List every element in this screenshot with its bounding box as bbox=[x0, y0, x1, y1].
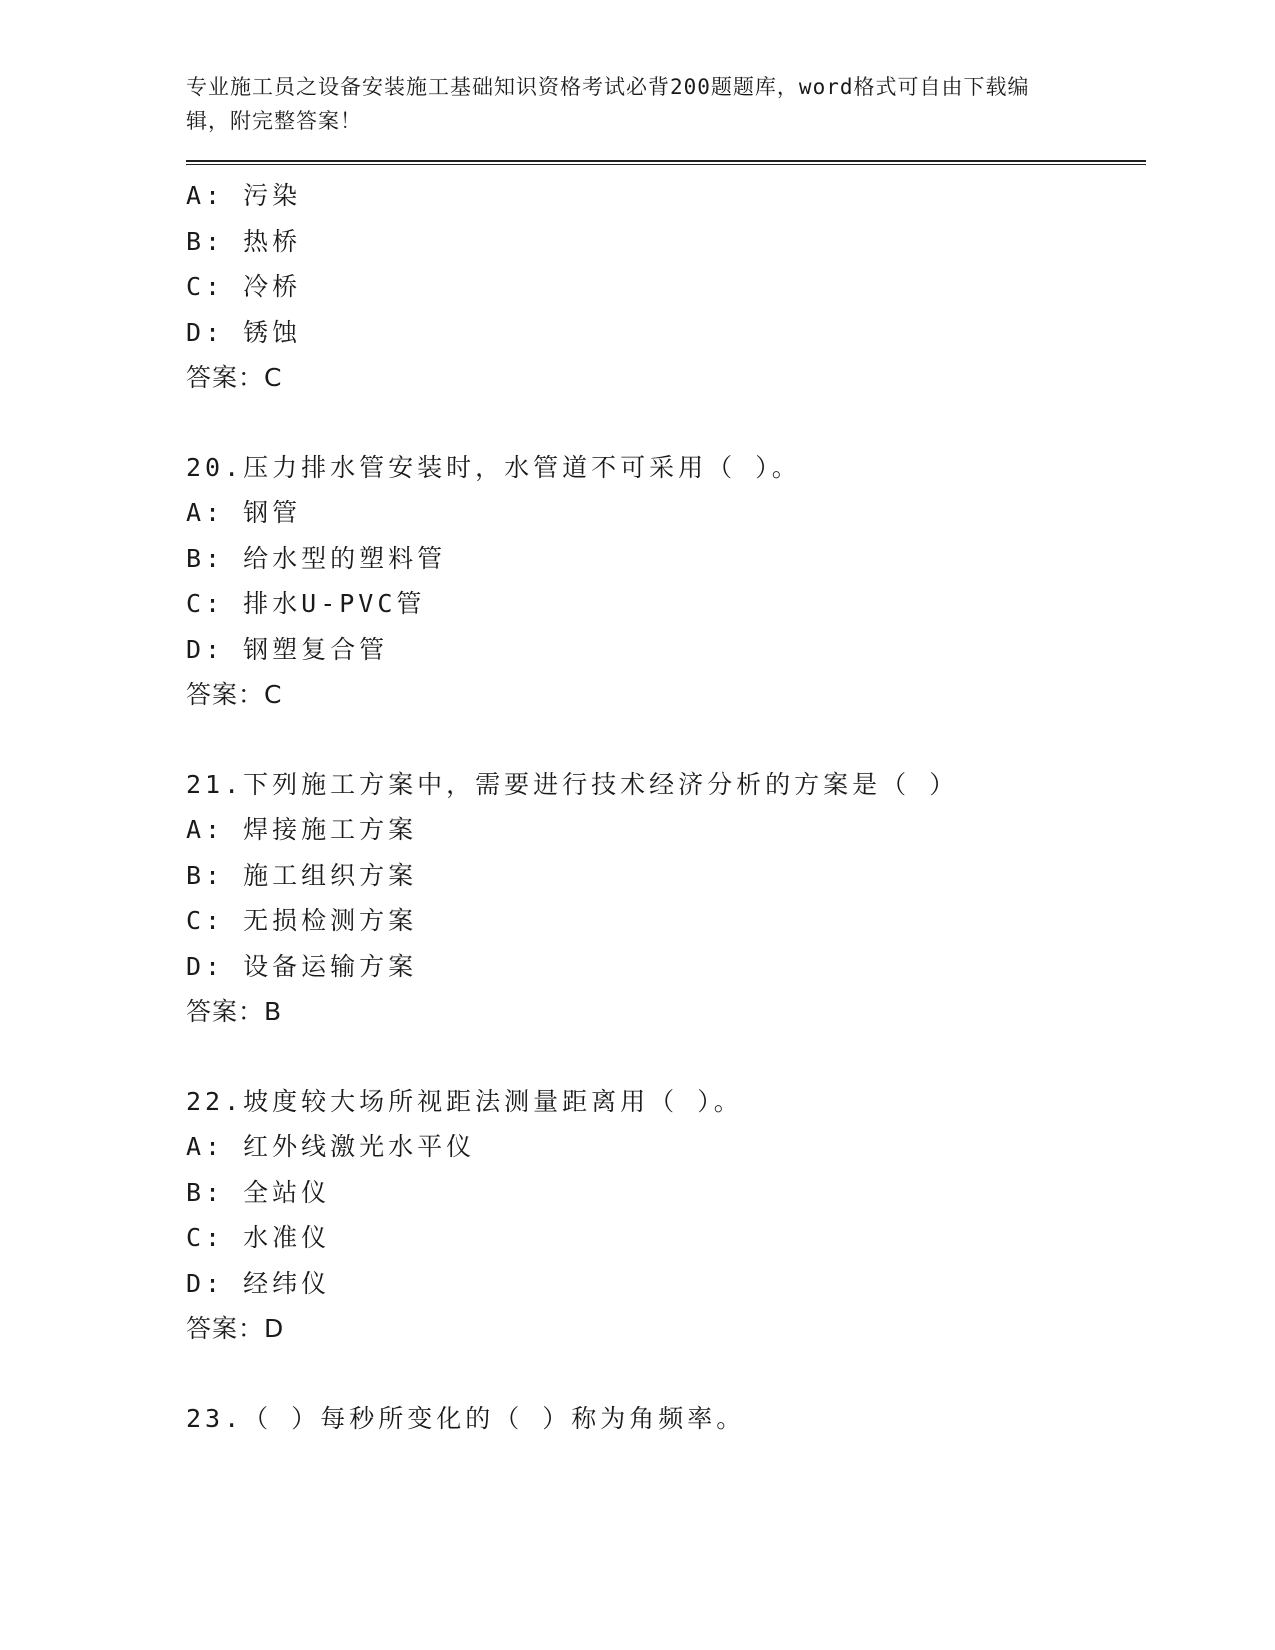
option-b: B: 热桥 bbox=[186, 226, 302, 256]
question-stem: 20.压力排水管安装时，水管道不可采用（ ）。 bbox=[186, 452, 801, 482]
answer-label: 答案：C bbox=[186, 363, 283, 392]
option-d: D: 锈蚀 bbox=[186, 317, 302, 347]
option-c: C: 水准仪 bbox=[186, 1223, 331, 1252]
answer-label: 答案：C bbox=[186, 680, 283, 709]
answer-label: 答案：B bbox=[186, 997, 283, 1026]
option-a: A: 污染 bbox=[186, 181, 302, 210]
option-d: D: 钢塑复合管 bbox=[186, 634, 389, 664]
option-d: D: 设备运输方案 bbox=[186, 951, 418, 981]
document-header: 专业施工员之设备安装施工基础知识资格考试必背200题题库，word格式可自由下载编辑，附完整答案！ bbox=[186, 75, 1030, 133]
option-b: B: 全站仪 bbox=[186, 1177, 331, 1207]
option-b: B: 给水型的塑料管 bbox=[186, 543, 447, 573]
option-d: D: 经纬仪 bbox=[186, 1268, 331, 1298]
header-divider bbox=[186, 160, 1146, 165]
question-21 bbox=[186, 762, 1146, 1035]
answer-label: 答案：D bbox=[186, 1314, 285, 1343]
option-c: C: 排水U-PVC管 bbox=[186, 589, 426, 618]
question-stem: 23.（ ）每秒所变化的（ ）称为角频率。 bbox=[186, 1403, 746, 1433]
option-a: A: 焊接施工方案 bbox=[186, 815, 418, 844]
option-c: C: 冷桥 bbox=[186, 272, 302, 301]
option-a: A: 红外线激光水平仪 bbox=[186, 1132, 476, 1161]
option-c: C: 无损检测方案 bbox=[186, 906, 418, 935]
question-stem: 22.坡度较大场所视距法测量距离用（ ）。 bbox=[186, 1086, 743, 1116]
document-page bbox=[186, 70, 1146, 1441]
question-20 bbox=[186, 445, 1146, 718]
question-22 bbox=[186, 1079, 1146, 1352]
question-19-partial bbox=[186, 173, 1146, 401]
option-b: B: 施工组织方案 bbox=[186, 860, 418, 890]
option-a: A: 钢管 bbox=[186, 498, 302, 527]
question-stem: 21.下列施工方案中，需要进行技术经济分析的方案是（ ） bbox=[186, 769, 959, 799]
question-23 bbox=[186, 1396, 1146, 1442]
